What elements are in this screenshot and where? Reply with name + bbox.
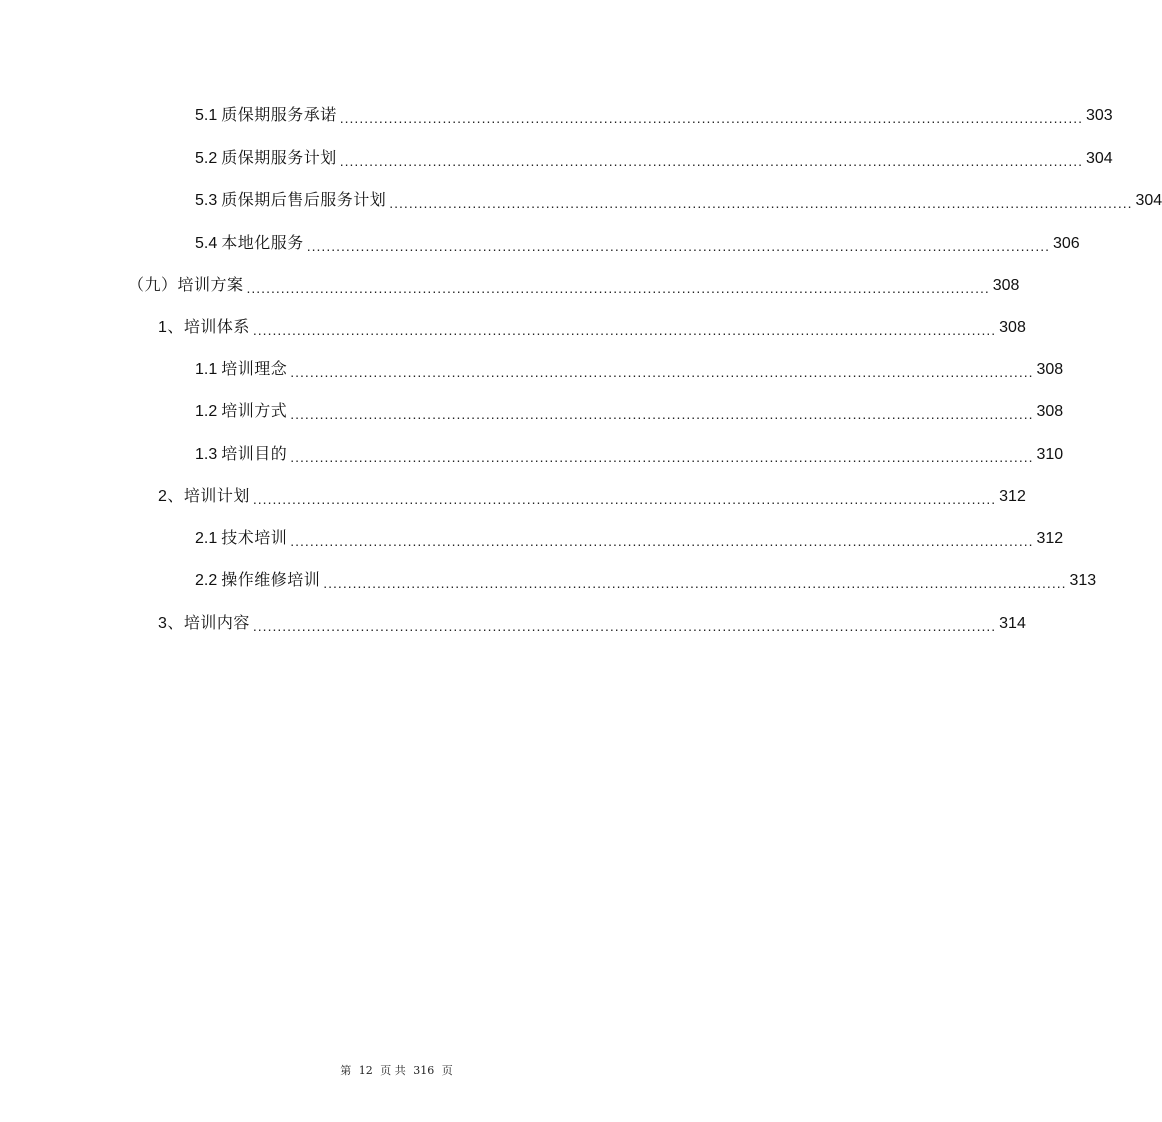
toc-entry-1-1[interactable] bbox=[195, 358, 1064, 382]
current-page-number: 12 bbox=[358, 1064, 373, 1077]
toc-entry-number: 1.1 bbox=[195, 361, 218, 378]
dot-leader: ........................................................................................................................................................ bbox=[290, 449, 1034, 465]
toc-entry-page: 308 bbox=[1036, 403, 1064, 420]
toc-entry-1-3[interactable] bbox=[195, 443, 1064, 467]
toc-entry-2[interactable] bbox=[158, 485, 1026, 509]
toc-entry-page: 306 bbox=[1053, 235, 1080, 252]
toc-entry-page: 313 bbox=[1069, 572, 1097, 589]
toc-entry-number: 5.1 bbox=[195, 107, 218, 124]
toc-entry-page: 308 bbox=[992, 277, 1020, 294]
toc-entry-page: 308 bbox=[999, 319, 1026, 336]
toc-entry-number: 2.2 bbox=[195, 572, 218, 589]
toc-entry-title: 培训理念 bbox=[221, 361, 288, 378]
toc-entry-title: 质保期后售后服务计划 bbox=[221, 192, 387, 209]
toc-entry-page: 303 bbox=[1086, 107, 1113, 124]
toc-entry-page: 308 bbox=[1036, 361, 1064, 378]
toc-entry-5-3[interactable] bbox=[195, 189, 1162, 213]
dot-leader: ........................................................................................................................................................ bbox=[252, 618, 997, 634]
dot-leader: ........................................................................................................................................................ bbox=[339, 110, 1083, 126]
toc-entry-3[interactable] bbox=[158, 612, 1026, 636]
toc-entry-number: 1.3 bbox=[195, 446, 218, 463]
dot-leader: ........................................................................................................................................................ bbox=[389, 195, 1133, 211]
toc-entry-title: 1、培训体系 bbox=[158, 319, 250, 336]
dot-leader: ........................................................................................................................................................ bbox=[323, 575, 1067, 591]
total-page-count: 316 bbox=[413, 1064, 435, 1077]
toc-entry-title: 培训方式 bbox=[221, 403, 288, 420]
footer-suffix: 页 bbox=[441, 1064, 453, 1077]
toc-entry-1-2[interactable] bbox=[195, 400, 1064, 424]
dot-leader: ........................................................................................................................................................ bbox=[246, 280, 990, 296]
toc-entry-number: 2.1 bbox=[195, 530, 218, 547]
page-footer bbox=[0, 1062, 793, 1078]
dot-leader: ........................................................................................................................................................ bbox=[306, 238, 1050, 254]
dot-leader: ........................................................................................................................................................ bbox=[290, 364, 1034, 380]
dot-leader: ........................................................................................................................................................ bbox=[252, 491, 997, 507]
toc-entry-number: 5.3 bbox=[195, 192, 218, 209]
toc-entry-title: 质保期服务承诺 bbox=[221, 107, 337, 124]
toc-entry-page: 310 bbox=[1036, 446, 1064, 463]
dot-leader: ........................................................................................................................................................ bbox=[339, 153, 1083, 169]
toc-entry-page: 304 bbox=[1086, 150, 1113, 167]
toc-entry-page: 304 bbox=[1135, 192, 1162, 209]
toc-entry-page: 312 bbox=[1036, 530, 1064, 547]
toc-entry-title: 操作维修培训 bbox=[221, 572, 321, 589]
toc-entry-title: 培训目的 bbox=[221, 446, 288, 463]
toc-entry-title: 3、培训内容 bbox=[158, 615, 250, 632]
dot-leader: ........................................................................................................................................................ bbox=[290, 533, 1034, 549]
dot-leader: ........................................................................................................................................................ bbox=[290, 406, 1034, 422]
toc-entry-title: 2、培训计划 bbox=[158, 488, 250, 505]
dot-leader: ........................................................................................................................................................ bbox=[252, 322, 997, 338]
toc-entry-page: 314 bbox=[999, 615, 1026, 632]
toc-entry-number: 1.2 bbox=[195, 403, 218, 420]
toc-entry-number: 5.2 bbox=[195, 150, 218, 167]
footer-mid: 页 共 bbox=[380, 1064, 406, 1077]
toc-entry-title: （九）培训方案 bbox=[128, 277, 244, 294]
toc-entry-5-1[interactable] bbox=[195, 104, 1113, 128]
toc-entry-2-2[interactable] bbox=[195, 569, 1097, 593]
toc-entry-page: 312 bbox=[999, 488, 1026, 505]
toc-entry-title: 本地化服务 bbox=[221, 235, 304, 252]
footer-prefix: 第 bbox=[340, 1064, 352, 1077]
toc-entry-5-2[interactable] bbox=[195, 147, 1113, 171]
toc-entry-title: 技术培训 bbox=[221, 530, 288, 547]
toc-entry-number: 5.4 bbox=[195, 235, 218, 252]
toc-entry-1[interactable] bbox=[158, 316, 1026, 340]
toc-entry-section-9[interactable] bbox=[128, 274, 1020, 298]
toc-entry-title: 质保期服务计划 bbox=[221, 150, 337, 167]
toc-entry-5-4[interactable] bbox=[195, 232, 1080, 256]
toc-entry-2-1[interactable] bbox=[195, 527, 1064, 551]
